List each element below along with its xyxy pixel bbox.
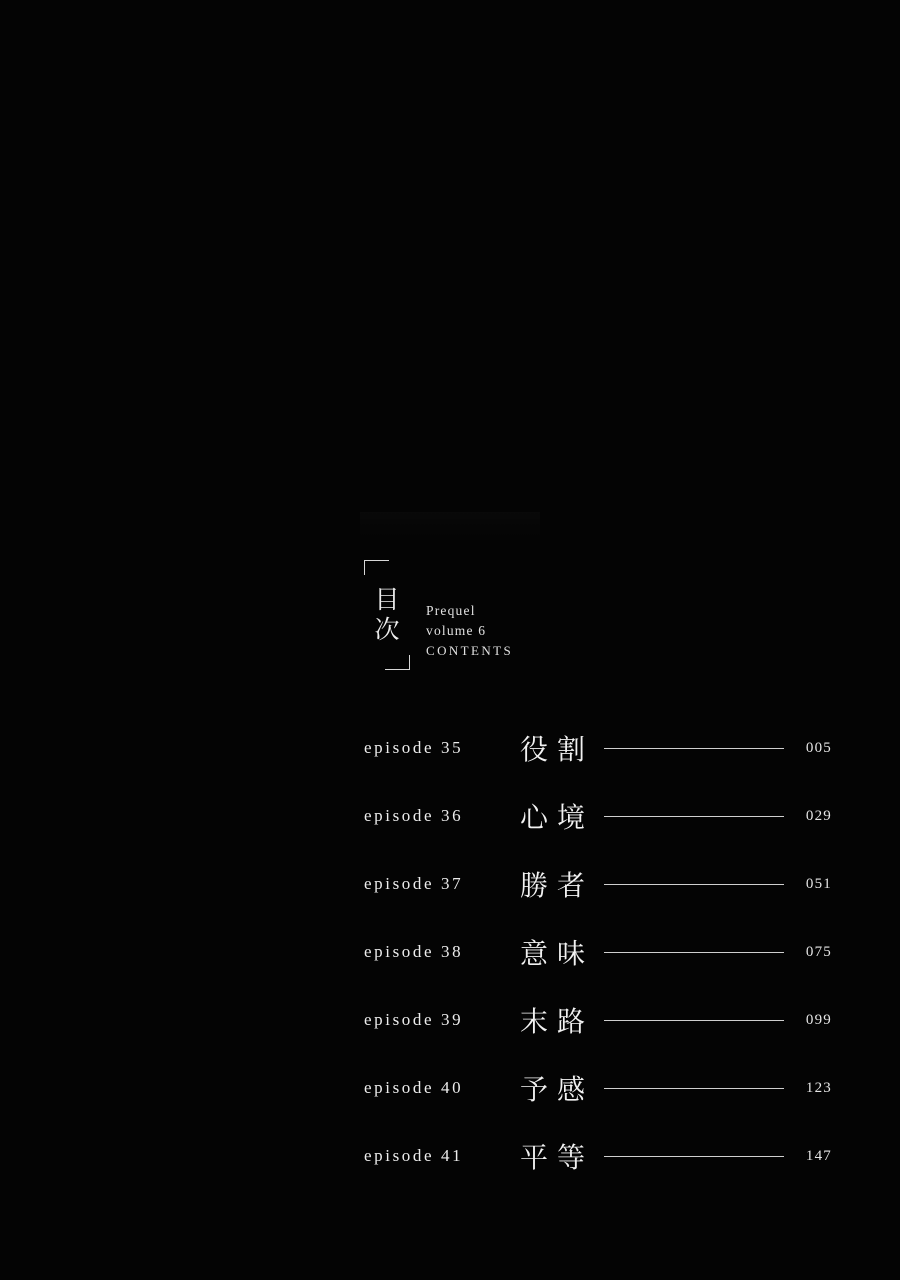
bracket-top-left-icon (364, 560, 389, 575)
episode-label: episode 36 (364, 806, 464, 825)
episode-title: 心境 (520, 801, 595, 834)
episode-label: episode 41 (364, 1146, 464, 1165)
header-line-prequel: Prequel (426, 603, 476, 618)
episode-title: 平等 (520, 1141, 595, 1174)
faint-gradient-band (360, 512, 540, 538)
mokuji-char-bottom: 次 (374, 615, 400, 644)
table-row[interactable] (364, 986, 832, 1054)
page-number: 099 (805, 1011, 832, 1028)
leader-rule (604, 1020, 784, 1021)
mokuji-char-top: 目 (374, 585, 400, 614)
page-number: 029 (805, 807, 832, 824)
episode-label: episode 35 (364, 738, 464, 757)
page-number: 075 (805, 943, 832, 960)
episode-label: episode 40 (364, 1078, 464, 1097)
page-number: 147 (805, 1147, 832, 1164)
leader-rule (604, 884, 784, 885)
mokuji-bracket-box (364, 560, 410, 670)
contents-header (364, 560, 513, 670)
episode-title: 勝者 (520, 869, 595, 902)
table-row[interactable] (364, 1054, 832, 1122)
page-number: 051 (805, 875, 832, 892)
episode-label: episode 39 (364, 1010, 464, 1029)
episode-label: episode 37 (364, 874, 464, 893)
episode-title: 予感 (520, 1073, 595, 1106)
leader-rule (604, 1156, 784, 1157)
episode-label: episode 38 (364, 942, 464, 961)
episode-title: 末路 (520, 1005, 595, 1038)
header-line-contents: CONTENTS (426, 643, 514, 658)
contents-list (364, 714, 832, 1190)
table-row[interactable] (364, 782, 832, 850)
episode-title: 意味 (520, 937, 595, 970)
table-row[interactable] (364, 918, 832, 986)
bracket-bottom-right-icon (385, 655, 410, 670)
contents-header-text (426, 602, 513, 659)
table-row[interactable] (364, 850, 832, 918)
table-row[interactable] (364, 1122, 832, 1190)
leader-rule (604, 816, 784, 817)
leader-rule (604, 952, 784, 953)
page-number: 123 (805, 1079, 832, 1096)
table-row[interactable] (364, 714, 832, 782)
leader-rule (604, 1088, 784, 1089)
episode-title: 役割 (520, 733, 595, 766)
header-line-volume: volume 6 (426, 623, 487, 638)
leader-rule (604, 748, 784, 749)
page-number: 005 (805, 739, 832, 756)
